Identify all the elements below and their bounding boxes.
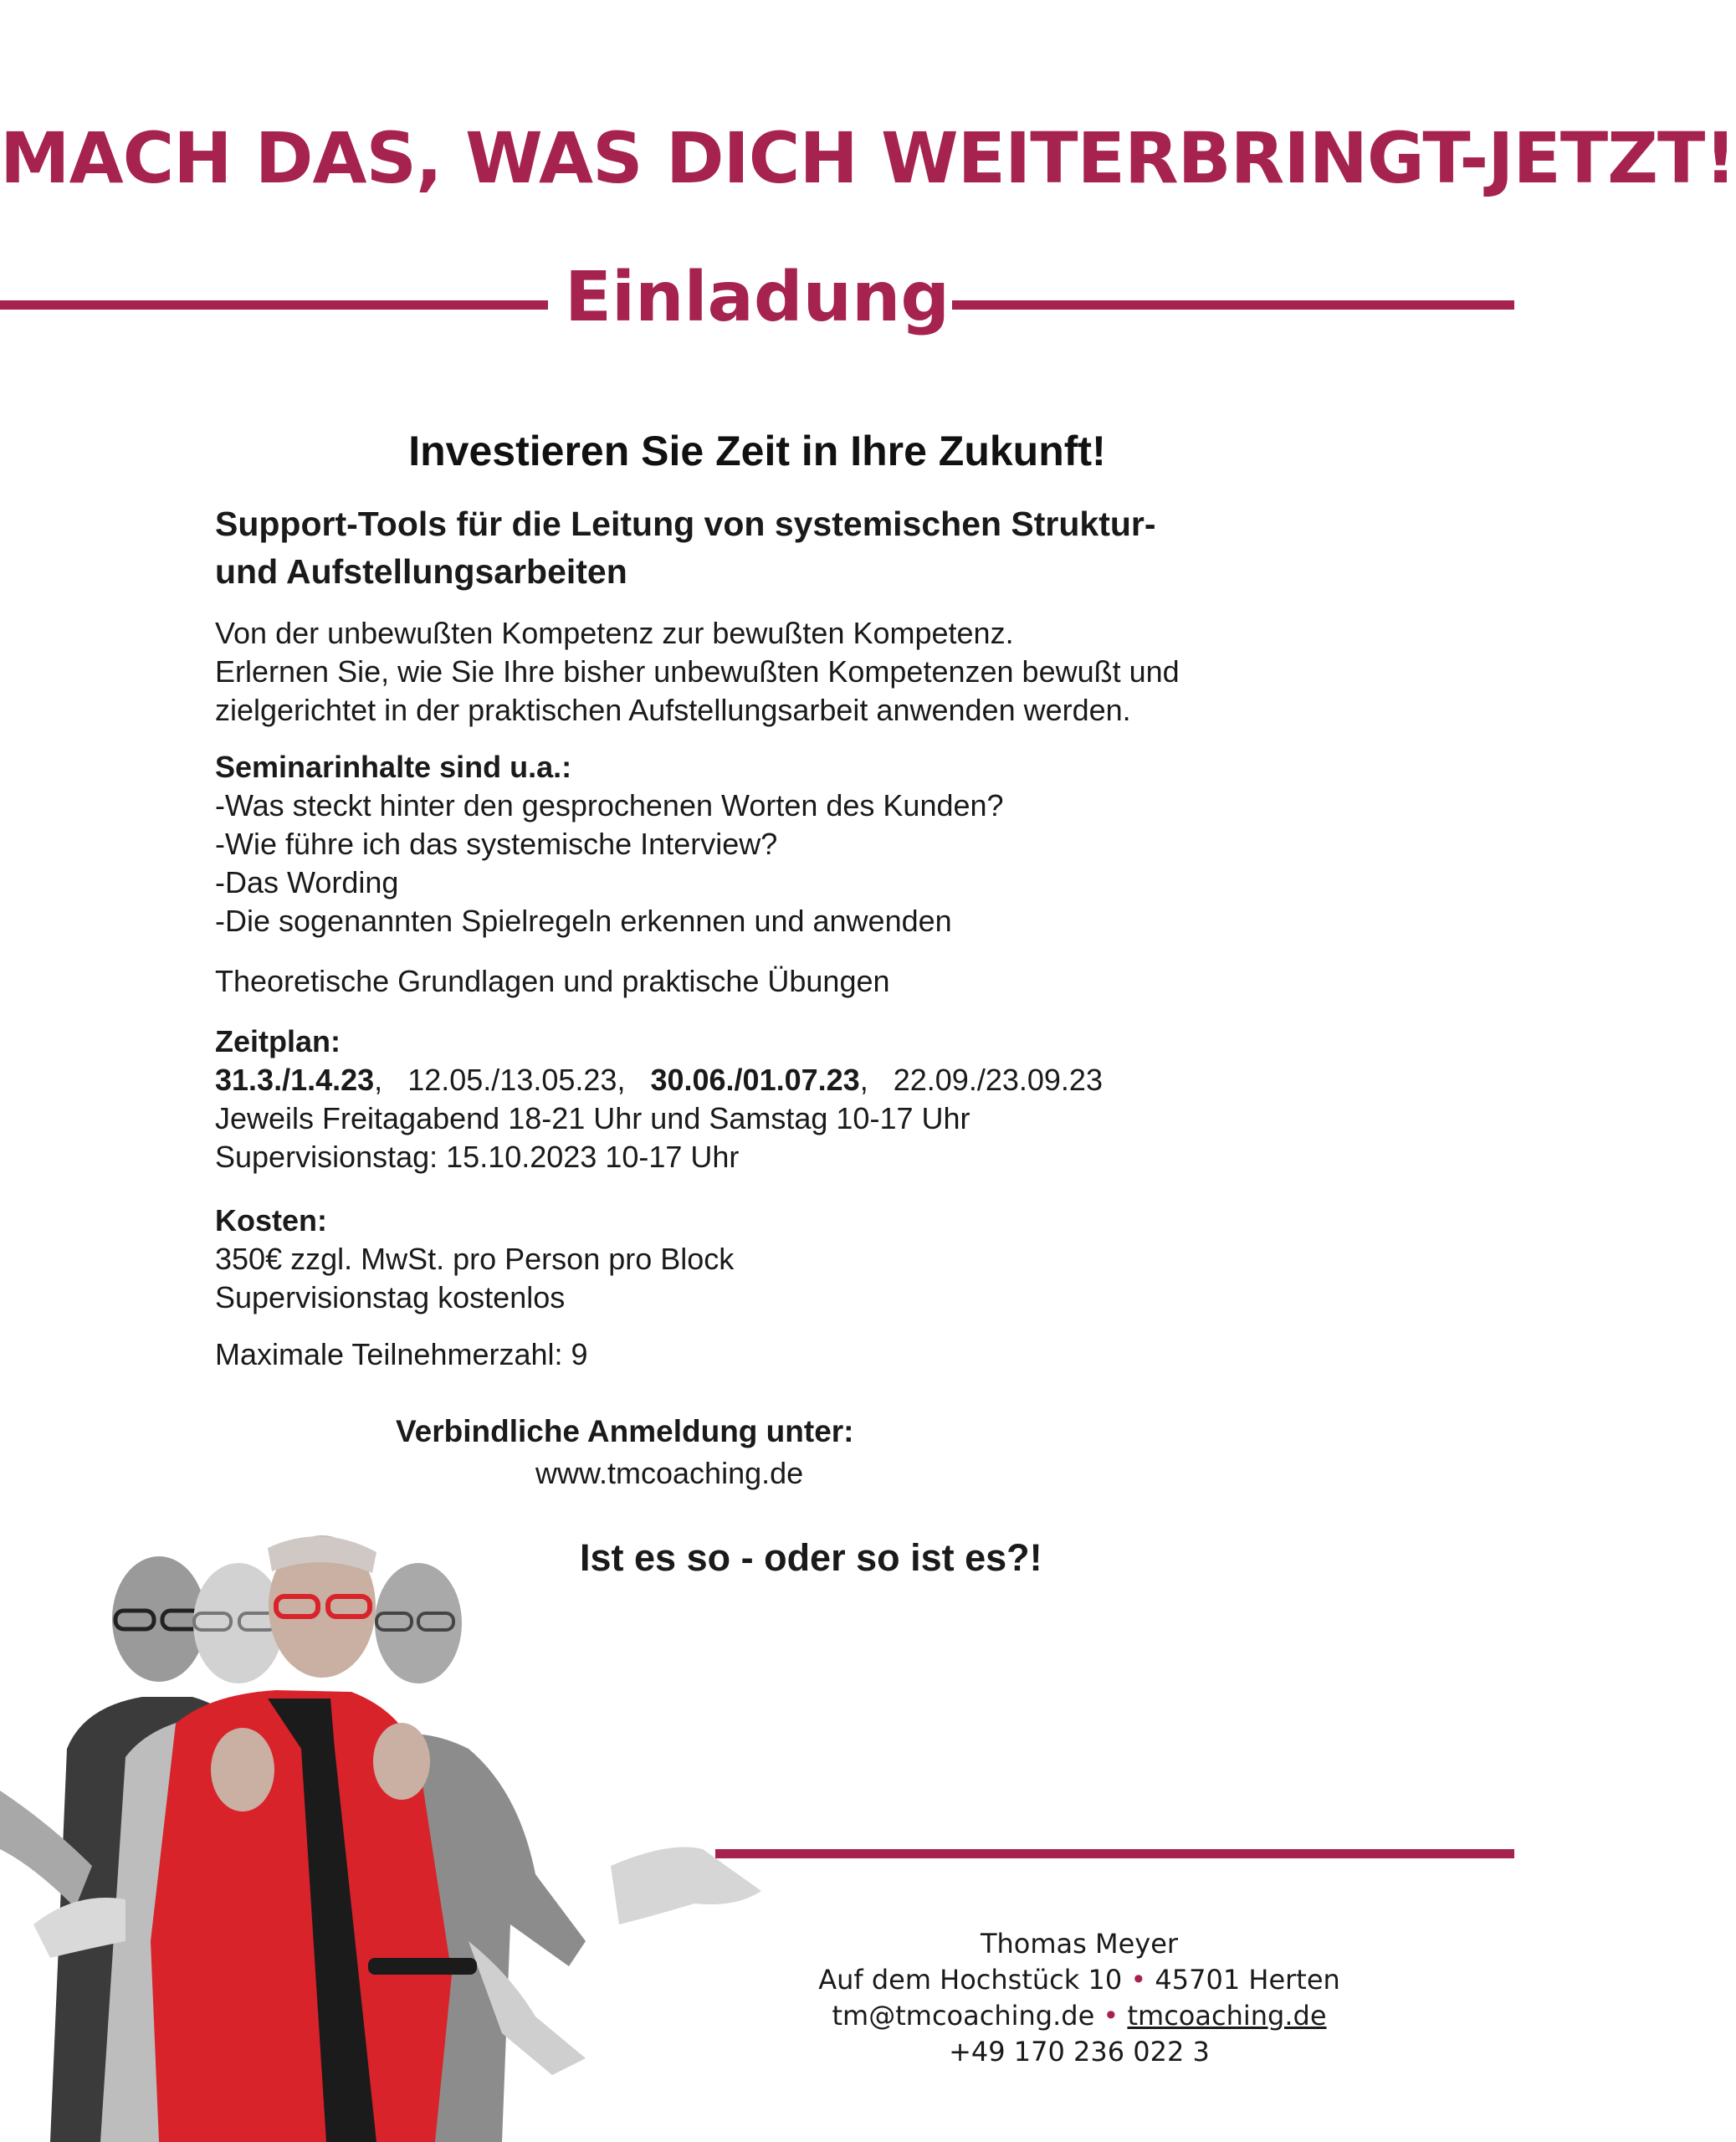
tagline: Investieren Sie Zeit in Ihre Zukunft! <box>408 428 1106 474</box>
description-line: zielgerichtet in der praktischen Aufstellungsarbeit anwenden werden. <box>215 693 1131 727</box>
costs-price: 350€ zzgl. MwSt. pro Person pro Block <box>215 1242 735 1276</box>
contact-online <box>803 1998 1355 2034</box>
coach-photo <box>0 1473 786 2142</box>
content-item: -Wie führe ich das systemische Interview? <box>215 827 778 861</box>
separator-dot: • <box>1130 1964 1147 1996</box>
footer-rule <box>715 1849 1514 1858</box>
max-participants: Maximale Teilnehmerzahl: 9 <box>215 1337 588 1371</box>
contact-block <box>803 1926 1355 2070</box>
contact-phone[interactable]: +49 170 236 022 3 <box>949 2036 1210 2068</box>
description-line: Von der unbewußten Kompetenz zur bewußten Kompetenz. <box>215 616 1014 650</box>
schedule-supervision: Supervisionstag: 15.10.2023 10-17 Uhr <box>215 1140 740 1174</box>
contact-street: Auf dem Hochstück 10 <box>818 1964 1123 1996</box>
page-title: Einladung <box>564 258 950 337</box>
content-heading: Seminarinhalte sind u.a.: <box>215 750 572 784</box>
separator-dot: • <box>1103 2000 1119 2032</box>
contact-name: Thomas Meyer <box>980 1928 1179 1960</box>
schedule-date: 22.09./23.09.23 <box>893 1063 1103 1097</box>
contact-address <box>803 1962 1355 1998</box>
subtitle-line-1: Support-Tools für die Leitung von systemischen Struktur- <box>215 505 1156 543</box>
invitation-body <box>215 500 1328 1374</box>
title-rule-right <box>952 300 1514 310</box>
subtitle-line-2: und Aufstellungsarbeiten <box>215 552 627 591</box>
schedule-date: 12.05./13.05.23 <box>407 1063 617 1097</box>
contact-city: 45701 Herten <box>1155 1964 1340 1996</box>
description-line: Erlernen Sie, wie Sie Ihre bisher unbewußten Kompetenzen bewußt und <box>215 654 1180 689</box>
costs-heading: Kosten: <box>215 1203 327 1238</box>
schedule-date: 30.06./01.07.23 <box>650 1063 860 1097</box>
schedule-dates: 31.3./1.4.23, 12.05./13.05.23, 30.06./01.07.23, 22.09./23.09.23 <box>215 1063 1103 1097</box>
content-item: -Die sogenannten Spielregeln erkennen und anwenden <box>215 904 952 938</box>
costs-supervision: Supervisionstag kostenlos <box>215 1280 566 1314</box>
motto: Ist es so - oder so ist es?! <box>580 1536 1042 1579</box>
title-rule-left <box>0 300 548 310</box>
headline: MACH DAS, WAS DICH WEITERBRINGT-JETZT! <box>0 117 1736 199</box>
registration-link[interactable]: www.tmcoaching.de <box>535 1456 804 1490</box>
contact-email[interactable]: tm@tmcoaching.de <box>832 2000 1095 2032</box>
schedule-date: 31.3./1.4.23 <box>215 1063 375 1097</box>
contact-website-link[interactable]: tmcoaching.de <box>1127 2000 1327 2032</box>
content-note: Theoretische Grundlagen und praktische Übungen <box>215 964 890 998</box>
schedule-times: Jeweils Freitagabend 18-21 Uhr und Samstag 10-17 Uhr <box>215 1101 970 1135</box>
content-item: -Das Wording <box>215 865 399 899</box>
schedule-heading: Zeitplan: <box>215 1024 341 1058</box>
registration-label: Verbindliche Anmeldung unter: <box>396 1414 854 1448</box>
content-item: -Was steckt hinter den gesprochenen Worten des Kunden? <box>215 788 1004 822</box>
